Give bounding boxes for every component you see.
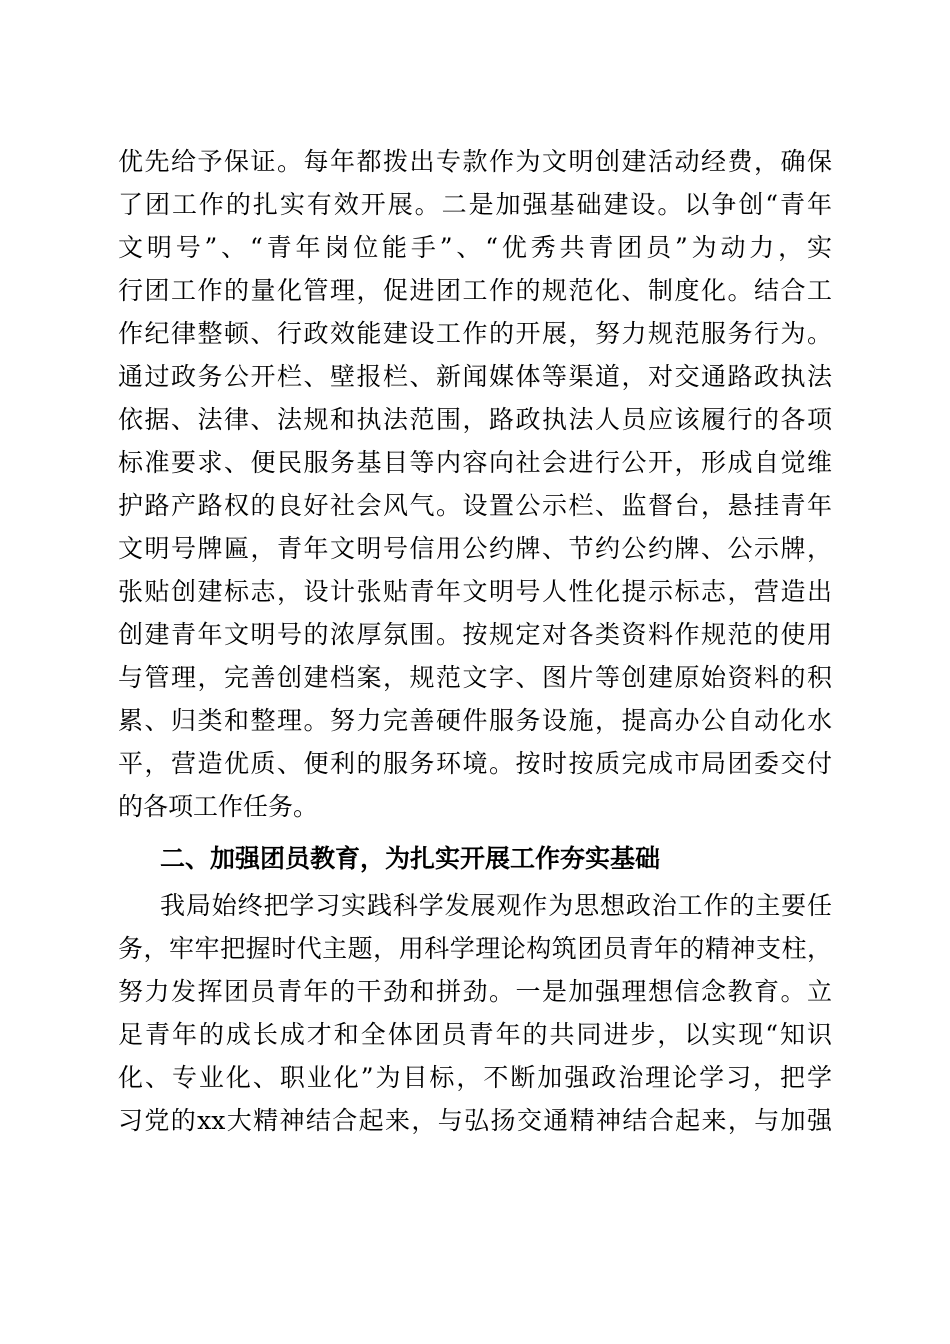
paragraph-1-line: 行团工作的量化管理，促进团工作的规范化、制度化。结合工: [118, 276, 832, 305]
paragraph-1-line: 张贴创建标志，设计张贴青年文明号人性化提示标志，营造出: [118, 577, 832, 606]
paragraph-2-line: 我局始终把学习实践科学发展观作为思想政治工作的主要任: [160, 891, 832, 920]
paragraph-1-line: 文明号”、“青年岗位能手”、“优秀共青团员”为动力，实: [118, 233, 832, 262]
paragraph-2-line: 习党的xx大精神结合起来，与弘扬交通精神结合起来，与加强: [118, 1106, 832, 1135]
paragraph-2-line: 努力发挥团员青年的干劲和拼劲。一是加强理想信念教育。立: [118, 977, 832, 1006]
paragraph-1-line: 作纪律整顿、行政效能建设工作的开展，努力规范服务行为。: [118, 319, 832, 348]
paragraph-1-line: 的各项工作任务。: [118, 792, 319, 821]
paragraph-1-line: 创建青年文明号的浓厚氛围。按规定对各类资料作规范的使用: [118, 620, 832, 649]
paragraph-1-line: 优先给予保证。每年都拨出专款作为文明创建活动经费，确保: [118, 147, 832, 176]
paragraph-1-line: 了团工作的扎实有效开展。二是加强基础建设。以争创“青年: [118, 190, 832, 219]
paragraph-1-line: 文明号牌匾，青年文明号信用公约牌、节约公约牌、公示牌，: [118, 534, 832, 563]
paragraph-1-line: 通过政务公开栏、壁报栏、新闻媒体等渠道，对交通路政执法: [118, 362, 832, 391]
paragraph-2-line: 化、专业化、职业化”为目标，不断加强政治理论学习，把学: [118, 1063, 832, 1092]
paragraph-1-line: 依据、法律、法规和执法范围，路政执法人员应该履行的各项: [118, 405, 832, 434]
paragraph-1-line: 护路产路权的良好社会风气。设置公示栏、监督台，悬挂青年: [118, 491, 832, 520]
paragraph-1-line: 标准要求、便民服务基目等内容向社会进行公开，形成自觉维: [118, 448, 832, 477]
paragraph-1-line: 累、归类和整理。努力完善硬件服务设施，提高办公自动化水: [118, 706, 832, 735]
paragraph-1-line: 平，营造优质、便利的服务环境。按时按质完成市局团委交付: [118, 749, 832, 778]
paragraph-1-line: 与管理，完善创建档案，规范文字、图片等创建原始资料的积: [118, 663, 832, 692]
paragraph-2-line: 务，牢牢把握时代主题，用科学理论构筑团员青年的精神支柱，: [118, 934, 832, 963]
paragraph-2-line: 足青年的成长成才和全体团员青年的共同进步，以实现“知识: [118, 1020, 832, 1049]
section-heading: 二、加强团员教育，为扎实开展工作夯实基础: [160, 844, 661, 873]
